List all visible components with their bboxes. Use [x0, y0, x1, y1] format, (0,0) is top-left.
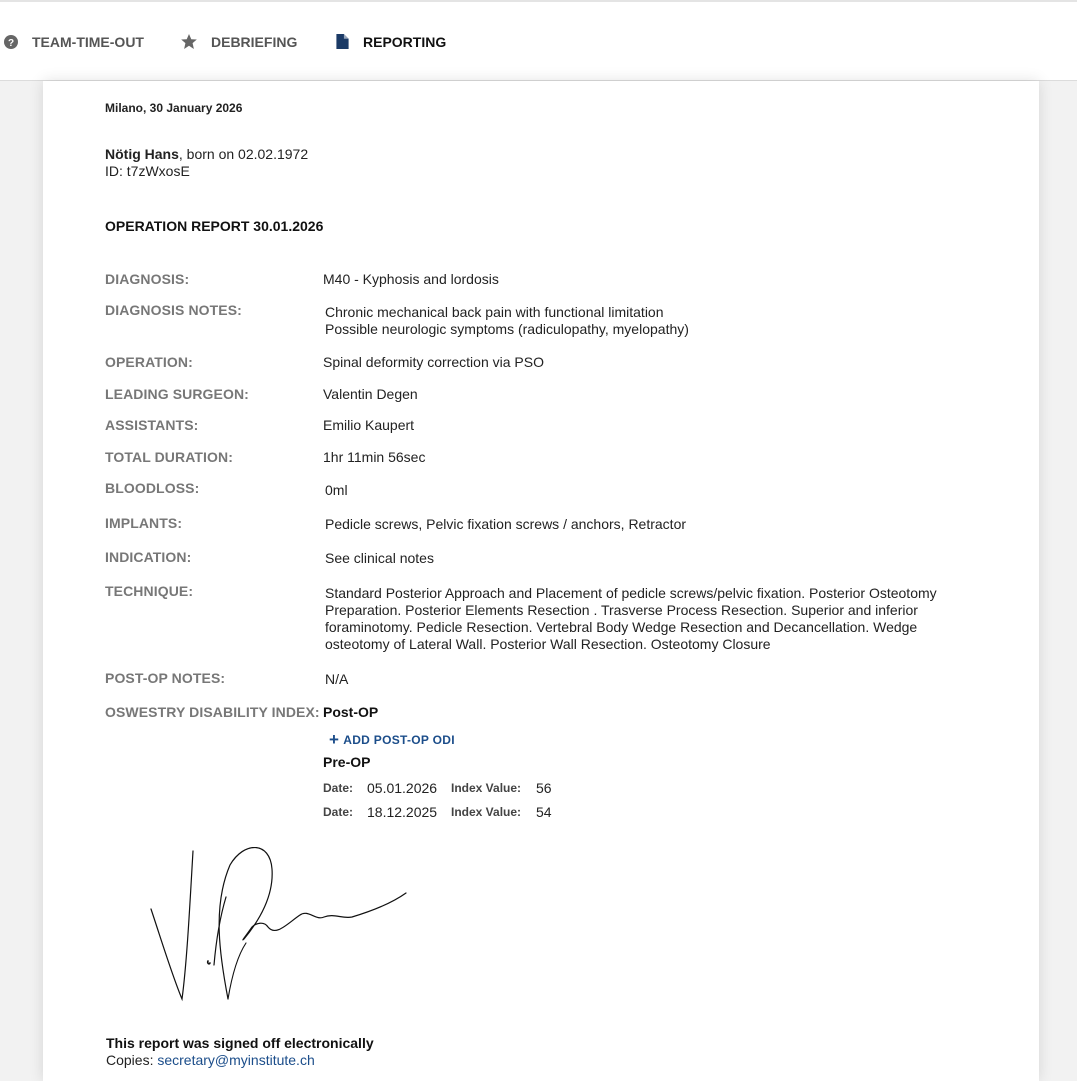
odi-date-key: Date:: [323, 804, 354, 819]
add-post-op-odi-label: ADD POST-OP ODI: [343, 733, 455, 747]
question-circle-icon: [4, 35, 18, 49]
bloodloss-value: 0ml: [325, 482, 348, 498]
leading-surgeon-value: Valentin Degen: [323, 386, 418, 402]
add-post-op-odi-button[interactable]: [329, 730, 455, 749]
odi-date-key: Date:: [323, 780, 354, 795]
technique-value: Standard Posterior Approach and Placement of pedicle screws/pelvic fixation. Posterior Osteotomy Preparation. Posterior Elements Resection . Trasverse Process Resection. Superior and inferior foraminotomy. Pedicle Resection. Vertebral Body Wedge Resection and Decancellation. Wedge osteotomy of Lateral Wall. Posterior Wall Resection. Osteotomy Closure: [325, 585, 937, 652]
assistants-value: Emilio Kaupert: [323, 417, 415, 433]
svg-text:?: ?: [7, 37, 15, 49]
odi-label: OSWESTRY DISABILITY INDEX:: [105, 704, 320, 720]
assistants-label: ASSISTANTS:: [105, 417, 199, 433]
star-icon: [181, 34, 197, 49]
plus-icon: +: [329, 730, 340, 749]
indication-value: See clinical notes: [325, 550, 434, 566]
odi-index-key: Index Value:: [451, 804, 522, 819]
odi-entry-row: [323, 803, 552, 820]
place-date: Milano, 30 January 2026: [105, 101, 243, 115]
technique-label: TECHNIQUE:: [105, 583, 194, 599]
post-op-heading: Post-OP: [323, 704, 379, 720]
surgeon-signature: [148, 847, 410, 1005]
operation-value: Spinal deformity correction via PSO: [323, 354, 544, 370]
bloodloss-label: BLOODLOSS:: [105, 480, 200, 496]
diagnosis-notes-line: Possible neurologic symptoms (radiculopathy, myelopathy): [325, 321, 689, 337]
diagnosis-label: DIAGNOSIS:: [105, 271, 190, 287]
implants-label: IMPLANTS:: [105, 515, 183, 531]
tab-team-time-out[interactable]: [4, 2, 144, 81]
indication-label: INDICATION:: [105, 549, 192, 565]
odi-date-value: 05.01.2026: [367, 779, 438, 796]
odi-entry-row: [323, 779, 552, 796]
report-title: OPERATION REPORT 30.01.2026: [105, 218, 324, 234]
leading-surgeon-label: LEADING SURGEON:: [105, 386, 249, 402]
tab-label: REPORTING: [363, 33, 447, 50]
odi-index-value: 56: [536, 779, 552, 796]
patient-info: [105, 146, 308, 180]
post-op-notes-label: POST-OP NOTES:: [105, 670, 226, 686]
pre-op-heading: Pre-OP: [323, 754, 371, 770]
copies-line: [106, 1052, 315, 1068]
diagnosis-notes-value: [325, 304, 689, 338]
top-navigation-bar: [0, 0, 1077, 81]
signed-off-note: This report was signed off electronically: [106, 1035, 374, 1051]
operation-label: OPERATION:: [105, 354, 193, 370]
implants-value: Pedicle screws, Pelvic fixation screws / anchors, Retractor: [325, 516, 687, 532]
odi-date-value: 18.12.2025: [367, 803, 438, 820]
odi-index-key: Index Value:: [451, 780, 522, 795]
total-duration-value: 1hr 11min 56sec: [323, 449, 426, 465]
tab-debriefing[interactable]: [181, 2, 297, 81]
patient-name: Nötig Hans: [105, 146, 179, 162]
diagnosis-notes-line: Chronic mechanical back pain with functional limitation: [325, 304, 664, 320]
tab-label: DEBRIEFING: [211, 33, 298, 50]
document-icon: [336, 34, 349, 49]
tab-label: TEAM-TIME-OUT: [32, 33, 144, 50]
diagnosis-value: M40 - Kyphosis and lordosis: [323, 271, 499, 287]
diagnosis-notes-label: DIAGNOSIS NOTES:: [105, 302, 242, 318]
tab-reporting[interactable]: [336, 2, 446, 81]
copies-label: Copies:: [106, 1052, 158, 1068]
patient-id: ID: t7zWxosE: [105, 163, 190, 179]
copies-email-link[interactable]: secretary@myinstitute.ch: [157, 1052, 315, 1068]
patient-birthdate: , born on 02.02.1972: [178, 146, 309, 162]
total-duration-label: TOTAL DURATION:: [105, 449, 234, 465]
odi-index-value: 54: [536, 803, 552, 820]
operation-report-document: [43, 81, 1039, 1081]
post-op-notes-value: N/A: [325, 671, 349, 687]
